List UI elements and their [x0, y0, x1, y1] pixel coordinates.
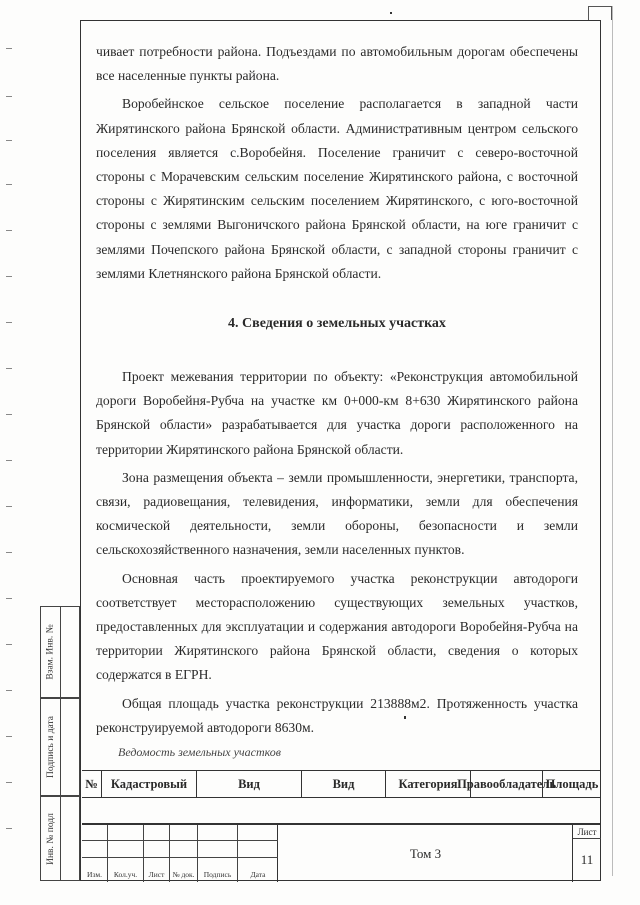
- side-stamp-value-col: [60, 699, 80, 795]
- revision-grid: [82, 825, 278, 882]
- side-stamp-inv-podl: [40, 796, 80, 881]
- paragraph-main-part: Основная часть проектируемого участка реконструкции автодороги соответствует месторасположению существующих земельных участков, предоставленных для эксплуатации и содержания автодороги Воробейня-Рубча на территории Жирятинского района Брянской области, сведения о которых содержатся в ЕГРН.: [96, 570, 578, 683]
- sheet-box: [572, 825, 601, 882]
- volume-label: Том 3: [409, 845, 442, 861]
- side-stamp-label-col: [41, 607, 61, 697]
- table-header-row: [82, 770, 601, 798]
- margin-tick: [6, 230, 12, 231]
- table-header-category: Категория: [386, 771, 471, 797]
- document-body-section4: [96, 365, 578, 740]
- revision-col-izm: Изм.: [82, 858, 108, 882]
- revision-cell: [144, 841, 170, 858]
- side-stamp-label-col: [41, 797, 61, 880]
- revision-col-list: Лист: [144, 858, 170, 882]
- table-header-cadastral: Кадастровый: [102, 771, 197, 797]
- table-header-owner: Правообладатель: [471, 771, 543, 797]
- side-stamp-value-col: [60, 607, 80, 697]
- sheet-number: 11: [580, 852, 594, 867]
- revision-cell: [238, 825, 278, 841]
- revision-col-signature: Подпись: [198, 858, 238, 882]
- scan-speck: [390, 12, 392, 14]
- table-header-type-1: Вид: [197, 771, 302, 797]
- side-label-inv-podl: Инв. № подл: [46, 812, 57, 865]
- section-heading: 4. Сведения о земельных участках: [228, 316, 446, 331]
- scan-speck: [404, 716, 406, 719]
- table-row: [82, 798, 601, 824]
- document-body: [96, 40, 578, 286]
- frame-notch: [588, 6, 612, 20]
- margin-tick: [6, 460, 12, 461]
- side-stamp-label-col: [41, 699, 61, 795]
- margin-tick: [6, 828, 12, 829]
- side-label-vzam-inv: Взам. Инв. №: [46, 624, 56, 680]
- margin-tick: [6, 184, 12, 185]
- revision-cell: [198, 841, 238, 858]
- revision-col-kol-uch: Кол.уч.: [108, 858, 144, 882]
- paragraph-total-area: Общая площадь участка реконструкции 213888м2. Протяженность участка реконструируемой автодороги 8630м.: [96, 695, 578, 735]
- margin-tick: [6, 368, 12, 369]
- paragraph-placement-zone: Зона размещения объекта – земли промышленности, энергетики, транспорта, связи, радиовещания, телевидения, информатики, земли для обеспечения космической деятельности, земли обороны, безопасности и земли сельскохозяйственного назначения, земли населенных пунктов.: [96, 469, 578, 558]
- margin-tick: [6, 782, 12, 783]
- table-header-area: Площадь: [545, 776, 599, 791]
- title-block: [82, 824, 601, 881]
- margin-tick: [6, 48, 12, 49]
- revision-cell: [108, 825, 144, 841]
- table-header-number: №: [82, 771, 102, 797]
- paragraph-settlement-location: Воробейнское сельское поселение располагается в западной части Жирятинского района Брянской области. Административным центром сельского поселения является с.Воробейня. Поселение граничит с северо-восточной стороны с Морачевским сельским поселение Жирятинского района, с восточной стороны с Жирятинским сельским поселением Жирятинского, с юго-восточной стороны с землями Выгоничского района Брянской области, на юге граничит с землями Почепского района Брянской области, с западной стороны граничит с землями Клетнянского района Брянской области.: [96, 96, 578, 281]
- revision-col-doc-number: № док.: [170, 858, 198, 882]
- margin-tick: [6, 598, 12, 599]
- sheet-label: Лист: [573, 825, 601, 839]
- revision-col-date: Дата: [250, 870, 266, 879]
- margin-tick: [6, 552, 12, 553]
- margin-tick: [6, 140, 12, 141]
- side-stamp-value-col: [60, 797, 80, 880]
- revision-cell: [82, 841, 108, 858]
- table-caption: Ведомость земельных участков: [118, 745, 281, 759]
- paragraph-continuation: чивает потребности района. Подъездами по автомобильным дорогам обеспечены все населенные пункты района.: [96, 44, 578, 84]
- margin-tick: [6, 644, 12, 645]
- margin-tick: [6, 276, 12, 277]
- revision-cell: [198, 825, 238, 841]
- table-header-type-2: Вид: [302, 771, 386, 797]
- margin-tick: [6, 322, 12, 323]
- revision-cell: [144, 825, 170, 841]
- revision-cell: [238, 841, 278, 858]
- margin-tick: [6, 690, 12, 691]
- side-stamp-podpis: [40, 698, 80, 796]
- side-stamp-vzam: [40, 606, 80, 698]
- side-label-podpis-data: Подпись и дата: [46, 715, 57, 779]
- margin-tick: [6, 414, 12, 415]
- revision-cell: [170, 825, 198, 841]
- revision-cell: [108, 841, 144, 858]
- revision-cell: [82, 825, 108, 841]
- revision-cell: [170, 841, 198, 858]
- margin-tick: [6, 506, 12, 507]
- margin-tick: [6, 736, 12, 737]
- frame-edge-line: [612, 6, 613, 876]
- margin-tick: [6, 96, 12, 97]
- paragraph-project-object: Проект межевания территории по объекту: «Реконструкция автомобильной дороги Воробейня-Рубча на участке км 0+000-км 8+630 Жирятинского района Брянской области» разрабатывается для участка дороги расположенного на территории Жирятинского района Брянской области.: [96, 369, 578, 457]
